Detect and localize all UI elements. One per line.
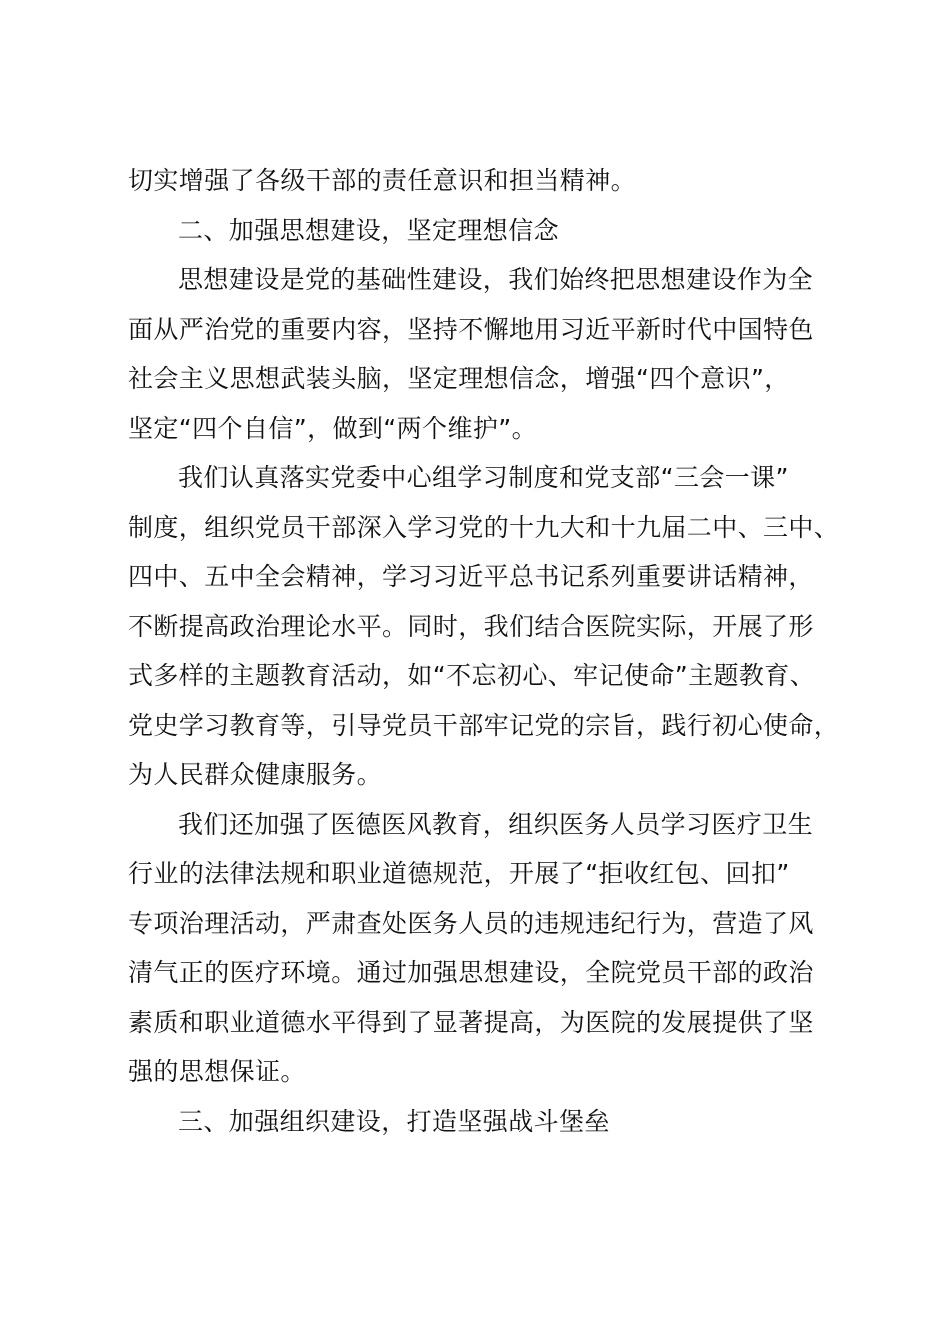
paragraph-study-system <box>128 453 852 800</box>
text-line: 坚定“四个自信”，做到“两个维护”。 <box>128 413 538 443</box>
text-line: 行业的法律法规和职业道德规范，开展了“拒收红包、回扣” <box>128 859 790 888</box>
text-line: 素质和职业道德水平得到了显著提高，为医院的发展提供了坚 <box>128 1007 814 1037</box>
text-line: 面从严治党的重要内容，坚持不懈地用习近平新时代中国特色 <box>128 314 814 344</box>
paragraph-thought-building <box>128 255 852 453</box>
text-line: 清气正的医疗环境。通过加强思想建设，全院党员干部的政治 <box>128 958 814 987</box>
text-line: 我们还加强了医德医风教育，组织医务人员学习医疗卫生 <box>178 809 814 839</box>
section-heading-2: 二、加强思想建设，坚定理想信念 <box>178 215 560 245</box>
text-line: 切实增强了各级干部的责任意识和担当精神。 <box>128 166 637 195</box>
text-line: 强的思想保证。 <box>128 1057 306 1086</box>
document-page <box>128 156 852 1146</box>
paragraph-medical-ethics <box>128 800 852 1097</box>
paragraph-continuation <box>128 156 852 206</box>
text-line: 专项治理活动，严肃查处医务人员的违规违纪行为，营造了风 <box>128 908 814 938</box>
text-line: 思想建设是党的基础性建设，我们始终把思想建设作为全 <box>178 265 814 294</box>
section-heading-3: 三、加强组织建设，打造坚强战斗堡垒 <box>178 1106 610 1136</box>
text-line: 我们认真落实党委中心组学习制度和党支部“三会一课” <box>178 463 789 492</box>
text-line: 社会主义思想武装头脑，坚定理想信念，增强“四个意识”， <box>128 364 790 393</box>
text-line: 四中、五中全会精神，学习习近平总书记系列重要讲话精神， <box>128 562 814 591</box>
text-line: 制度，组织党员干部深入学习党的十九大和十九届二中、三中、 <box>128 512 840 542</box>
text-line: 为人民群众健康服务。 <box>128 760 383 789</box>
text-line: 不断提高政治理论水平。同时，我们结合医院实际，开展了形 <box>128 611 814 641</box>
text-line: 式多样的主题教育活动，如“不忘初心、牢记使命”主题教育、 <box>128 661 816 690</box>
text-line: 党史学习教育等，引导党员干部牢记党的宗旨，践行初心使命， <box>128 710 840 740</box>
